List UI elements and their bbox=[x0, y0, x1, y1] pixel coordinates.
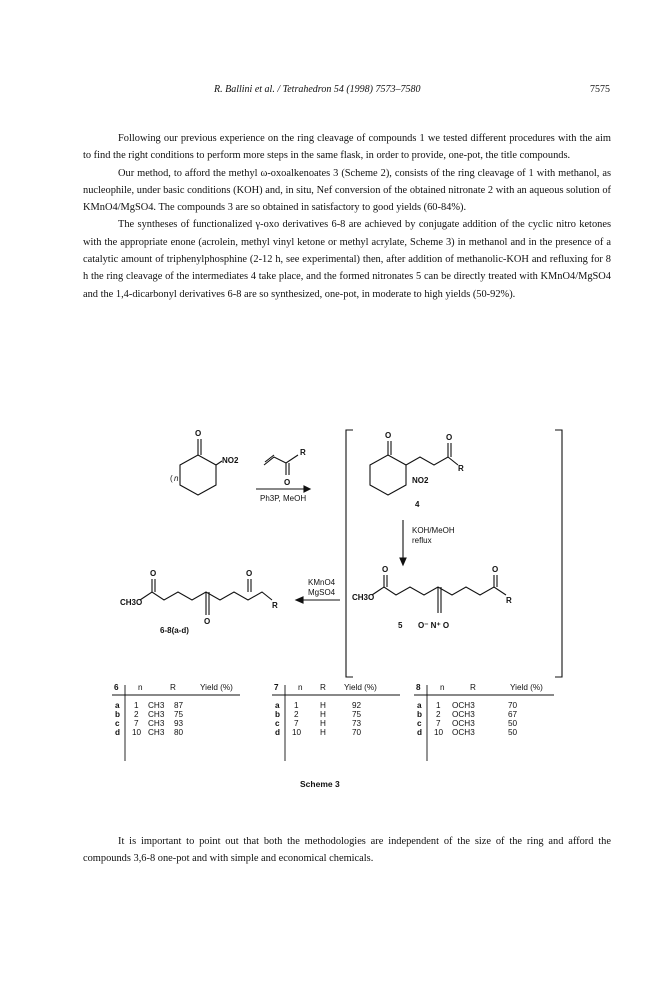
table-id: 8 bbox=[416, 683, 421, 692]
closing-text bbox=[83, 833, 611, 868]
col-header-n: n bbox=[138, 683, 143, 692]
paragraph-1: Following our previous experience on the ring cleavage of compounds 1 we tested different procedures with the aim to find the right conditions to perform more steps in the same flask, in order to provide, one-pot, the title compounds. bbox=[83, 133, 611, 162]
row-letter: c bbox=[275, 719, 280, 728]
row-letter: b bbox=[115, 710, 121, 719]
cell-yield: 50 bbox=[508, 728, 518, 737]
table-id: 6 bbox=[114, 683, 119, 692]
atom-r: R bbox=[506, 596, 512, 605]
reagent-ph3p-meoh: Ph3P, MeOH bbox=[260, 494, 307, 503]
yield-table-8 bbox=[414, 683, 564, 763]
cell-n: 2 bbox=[436, 710, 441, 719]
row-letter: d bbox=[417, 728, 423, 737]
row-letter: c bbox=[115, 719, 120, 728]
cell-n: 10 bbox=[132, 728, 142, 737]
row-letter: c bbox=[417, 719, 422, 728]
ring-size-label: ( bbox=[170, 474, 173, 483]
label-5: 5 bbox=[398, 621, 403, 630]
cell-yield: 50 bbox=[508, 719, 518, 728]
atom-no2: NO2 bbox=[412, 476, 429, 485]
reaction-scheme-svg bbox=[120, 425, 590, 685]
cell-yield: 70 bbox=[352, 728, 362, 737]
page-number: 7575 bbox=[590, 84, 610, 95]
atom-r: R bbox=[300, 448, 306, 457]
cell-n: 2 bbox=[134, 710, 139, 719]
cell-r: H bbox=[320, 701, 326, 710]
cell-r: CH3 bbox=[148, 719, 165, 728]
atom-o: O bbox=[150, 569, 157, 578]
cell-yield: 92 bbox=[352, 701, 362, 710]
row-letter: b bbox=[275, 710, 281, 719]
paragraph-3: The syntheses of functionalized γ-oxo derivatives 6-8 are achieved by conjugate addition of the cyclic nitro ketones with the appropriate enone (acrolein, methyl vinyl ketone or methyl acrylate, Scheme 3) in methanol and in the presence of a catalytic amount of triphenylphosphine (2-12 h, see experimental) then, after addition of methanolic-KOH and refluxing for 8 h the ring cleavage of the intermediates 4 take place, and the formed nitronates 5 can be directly treated with KMnO4/MgSO4 and the 1,4-dicarbonyl derivatives 6-8 are so synthesized, one-pot, in moderate to high yields (50-92%). bbox=[83, 219, 611, 300]
row-letter: b bbox=[417, 710, 423, 719]
cell-r: H bbox=[320, 710, 326, 719]
yield-table-7 bbox=[272, 683, 412, 763]
scheme-3-diagram bbox=[120, 425, 590, 685]
reagent-kmno4: KMnO4 bbox=[308, 578, 336, 587]
cell-n: 2 bbox=[294, 710, 299, 719]
paragraph-2: Our method, to afford the methyl ω-oxoalkenoates 3 (Scheme 2), consists of the ring cleavage of 1 with methanol, as nucleophile, under basic conditions (KOH) and, in situ, Nef conversion of the obtained nitronate 2 with an aqueous solution of KMnO4/MgSO4. The compounds 3 are so obtained in satisfactory to good yields (60-84%). bbox=[83, 167, 611, 214]
reagent-koh-meoh: KOH/MeOH bbox=[412, 526, 455, 535]
reagent-reflux: reflux bbox=[412, 536, 432, 545]
atom-o: O bbox=[446, 433, 453, 442]
yield-table-6 bbox=[112, 683, 252, 763]
cell-r: OCH3 bbox=[452, 701, 475, 710]
atom-r: R bbox=[272, 601, 278, 610]
col-header-n: n bbox=[440, 683, 445, 692]
label-product: 6-8(a-d) bbox=[160, 626, 189, 635]
cell-yield: 80 bbox=[174, 728, 184, 737]
cell-r: OCH3 bbox=[452, 719, 475, 728]
running-header bbox=[0, 84, 672, 100]
col-header-yield: Yield (%) bbox=[510, 683, 543, 692]
table-id: 7 bbox=[274, 683, 279, 692]
cell-n: 7 bbox=[134, 719, 139, 728]
cell-yield: 73 bbox=[352, 719, 362, 728]
row-letter: a bbox=[417, 701, 422, 710]
atom-r: R bbox=[458, 464, 464, 473]
row-letter: a bbox=[275, 701, 280, 710]
product-6-8-structure bbox=[120, 569, 278, 635]
enone-structure bbox=[256, 448, 310, 503]
paragraph-final: It is important to point out that both the methodologies are independent of the size of the ring and afford the compounds 3,6-8 one-pot and with simple and economical chemicals. bbox=[83, 836, 611, 865]
atom-no2: NO2 bbox=[222, 456, 239, 465]
row-letter: d bbox=[115, 728, 121, 737]
cell-r: CH3 bbox=[148, 710, 165, 719]
cell-yield: 87 bbox=[174, 701, 184, 710]
atom-o: O bbox=[385, 431, 392, 440]
atom-o: O bbox=[204, 617, 211, 626]
row-letter: a bbox=[115, 701, 120, 710]
cell-n: 1 bbox=[436, 701, 441, 710]
atom-o: O bbox=[195, 429, 202, 438]
row-letter: d bbox=[275, 728, 281, 737]
cell-yield: 67 bbox=[508, 710, 518, 719]
cell-r: H bbox=[320, 728, 326, 737]
journal-citation: R. Ballini et al. / Tetrahedron 54 (1998) 7573–7580 bbox=[214, 84, 421, 95]
nitro-ketone-structure bbox=[170, 429, 239, 495]
col-header-r: R bbox=[170, 683, 176, 692]
atom-ch3o: CH3O bbox=[352, 593, 375, 602]
cell-r: OCH3 bbox=[452, 728, 475, 737]
nitronate-anion: O⁻ N⁺ O bbox=[418, 621, 450, 630]
scheme-caption: Scheme 3 bbox=[300, 779, 340, 789]
col-header-yield: Yield (%) bbox=[200, 683, 233, 692]
reagent-mgso4: MgSO4 bbox=[308, 588, 336, 597]
cell-yield: 75 bbox=[174, 710, 184, 719]
atom-n: n bbox=[174, 474, 179, 483]
cell-yield: 70 bbox=[508, 701, 518, 710]
col-header-r: R bbox=[470, 683, 476, 692]
cell-n: 1 bbox=[294, 701, 299, 710]
cell-r: OCH3 bbox=[452, 710, 475, 719]
body-text bbox=[83, 130, 611, 303]
table-7-rules bbox=[272, 683, 412, 763]
cell-n: 1 bbox=[134, 701, 139, 710]
cell-n: 7 bbox=[294, 719, 299, 728]
cell-r: CH3 bbox=[148, 728, 165, 737]
col-header-n: n bbox=[298, 683, 303, 692]
atom-o: O bbox=[284, 478, 291, 487]
cell-n: 7 bbox=[436, 719, 441, 728]
col-header-yield: Yield (%) bbox=[344, 683, 377, 692]
atom-o: O bbox=[382, 565, 389, 574]
cell-r: CH3 bbox=[148, 701, 165, 710]
right-bracket bbox=[555, 430, 562, 677]
intermediate-4-structure bbox=[370, 431, 464, 509]
cell-yield: 93 bbox=[174, 719, 184, 728]
left-bracket bbox=[346, 430, 353, 677]
atom-o: O bbox=[492, 565, 499, 574]
atom-o: O bbox=[246, 569, 253, 578]
atom-ch3o: CH3O bbox=[120, 598, 143, 607]
label-4: 4 bbox=[415, 500, 420, 509]
col-header-r: R bbox=[320, 683, 326, 692]
cell-n: 10 bbox=[292, 728, 302, 737]
cell-yield: 75 bbox=[352, 710, 362, 719]
cell-r: H bbox=[320, 719, 326, 728]
nitronate-5-structure bbox=[352, 565, 512, 630]
cell-n: 10 bbox=[434, 728, 444, 737]
